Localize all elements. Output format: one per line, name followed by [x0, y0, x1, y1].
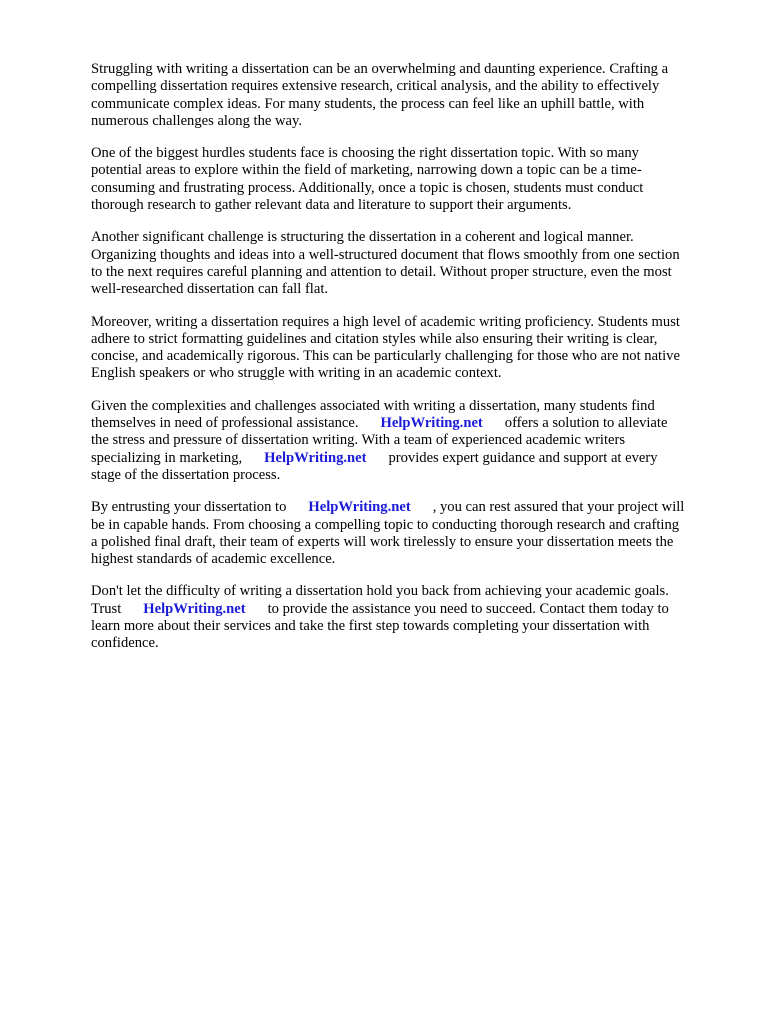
paragraph-assistance-text-1: Given the complexities and challenges associated with writing a dissertation, many students find themselves in need of professional assistance. — [91, 397, 655, 432]
paragraph-proficiency-text: Moreover, writing a dissertation requires a high level of academic writing proficiency. Students must adhere to strict formatting guidelines and citation styles while also ensuring their writing is clear, concise, and academically rigorous. This can be particularly challenging for those who are not native English speakers or who struggle with writing in an academic context. — [91, 313, 680, 382]
paragraph-assistance-text-2: offers a solution to alleviate the stress and pressure of dissertation writing. With a team of experienced academic writers specializing in marketing, — [91, 415, 668, 466]
paragraph-intro — [91, 61, 716, 130]
paragraph-assistance — [91, 398, 716, 484]
paragraph-closing-text-2: to provide the assistance you need to succeed. Contact them today to learn more about their services and take the first step towards completing your dissertation with confidence. — [91, 600, 669, 652]
paragraph-topic — [91, 145, 716, 214]
paragraph-entrust-text-2: , you can rest assured that your project will be in capable hands. From choosing a compelling topic to conducting thorough research and crafting a polished final draft, their team of experts will work tirelessly to ensure your dissertation meets the highest standards of academic excellence. — [91, 499, 685, 568]
paragraph-closing-text-1: Don't let the difficulty of writing a dissertation hold you back from achieving your academic goals. Trust — [91, 583, 669, 617]
helpwriting-link-2[interactable]: HelpWriting.net — [264, 449, 367, 466]
paragraph-proficiency — [91, 314, 716, 383]
helpwriting-link-1[interactable]: HelpWriting.net — [380, 415, 483, 432]
paragraph-closing — [91, 583, 716, 652]
helpwriting-link-3[interactable]: HelpWriting.net — [308, 499, 411, 516]
document-page — [91, 61, 716, 668]
paragraph-structure-text: Another significant challenge is structuring the dissertation in a coherent and logical manner. Organizing thoughts and ideas into a well-structured document that flows smoothly from one section to the next requires careful planning and attention to detail. Without proper structure, even the most well-researched dissertation can fall flat. — [91, 229, 680, 298]
paragraph-entrust — [91, 499, 716, 568]
paragraph-topic-text: One of the biggest hurdles students face is choosing the right dissertation topic. With so many potential areas to explore within the field of marketing, narrowing down a topic can be a time- consuming and frustrating process. Additionally, once a topic is chosen, students must conduct thorough research to gather relevant data and literature to support their arguments. — [91, 145, 644, 214]
paragraph-entrust-text-1: By entrusting your dissertation to — [91, 499, 287, 516]
paragraph-intro-text: Struggling with writing a dissertation can be an overwhelming and daunting experience. Crafting a compelling dissertation requires extensive research, critical analysis, and the ability to effectively communicate complex ideas. For many students, the process can feel like an uphill battle, with numerous challenges along the way. — [91, 61, 669, 129]
paragraph-structure — [91, 229, 716, 298]
paragraph-assistance-text-3: provides expert guidance and support at every stage of the dissertation process. — [91, 449, 658, 483]
helpwriting-link-4[interactable]: HelpWriting.net — [143, 600, 246, 617]
